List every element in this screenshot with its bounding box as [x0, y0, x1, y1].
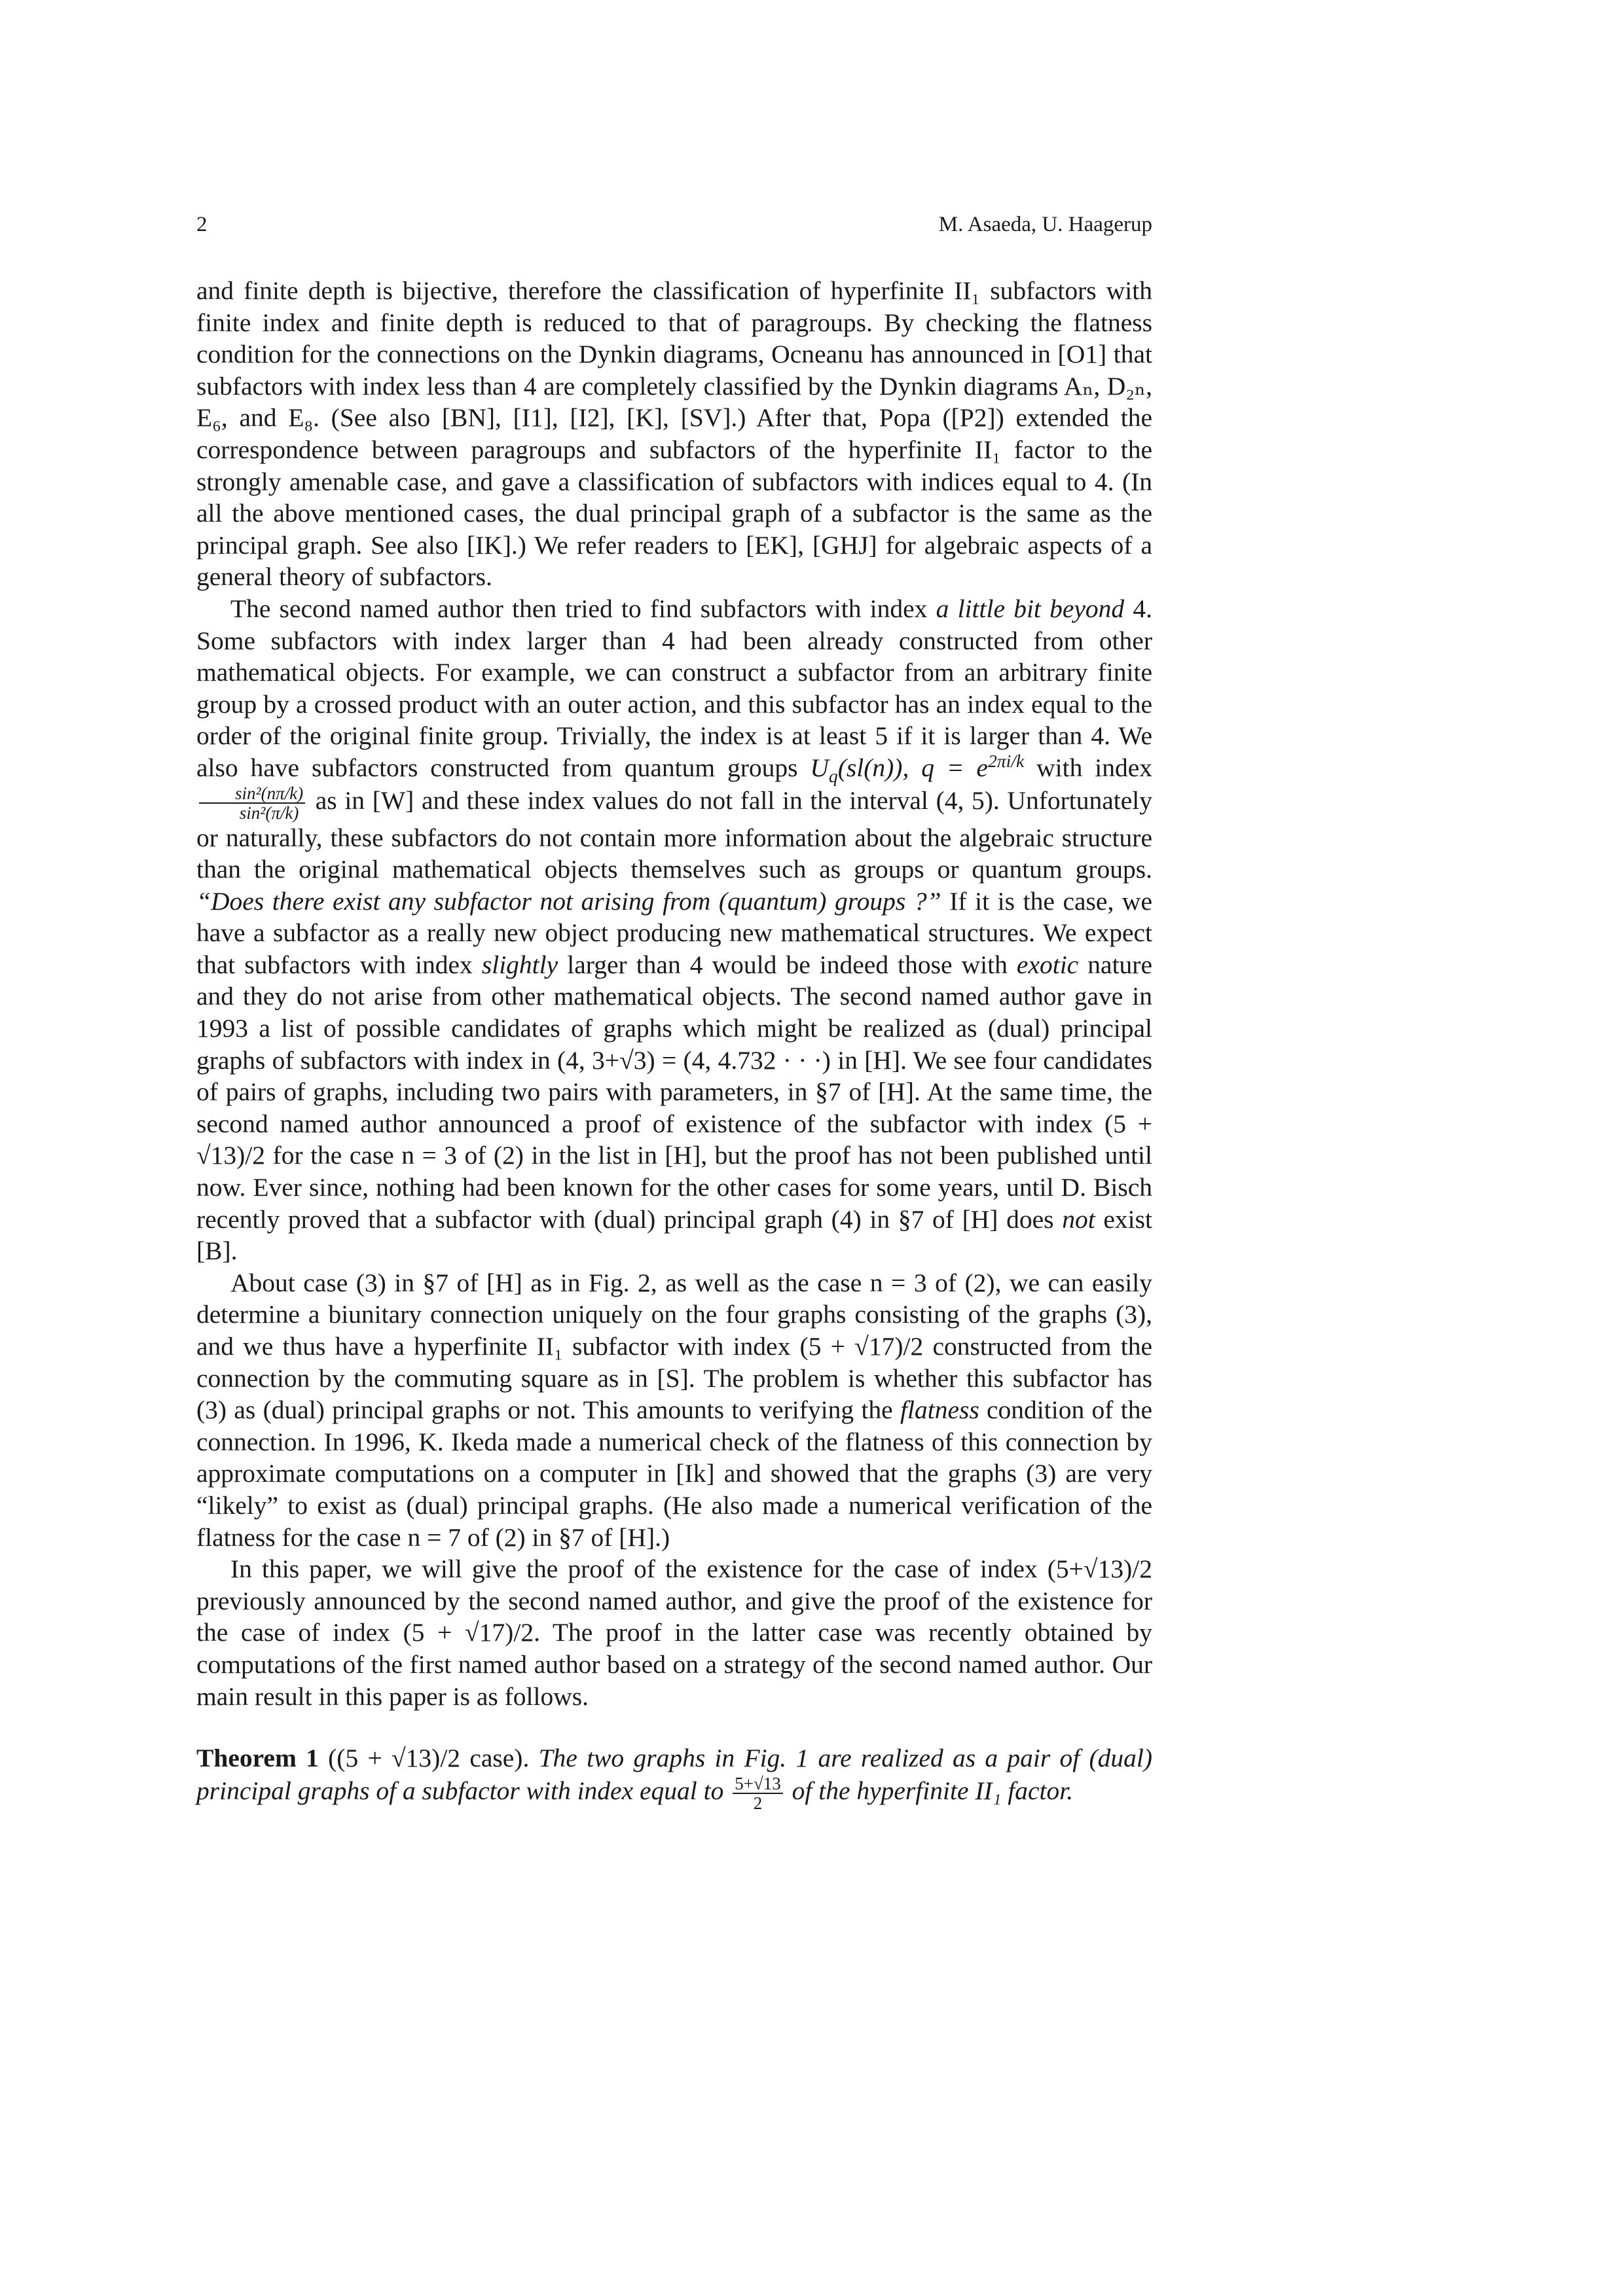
p2-question-quote: “Does there exist any subfactor not arising from (quantum) groups ?”	[196, 886, 941, 916]
running-head: M. Asaeda, U. Haagerup	[938, 213, 1152, 236]
theorem-case: ((5 + √13)/2 case).	[318, 1744, 530, 1773]
body-text	[196, 275, 1152, 1812]
index-fraction-numerator: sin²(nπ/k)	[199, 784, 305, 804]
theorem-body-b: of the hyperfinite II₁ factor.	[785, 1776, 1074, 1805]
uq-subscript: q	[828, 765, 838, 786]
uq-symbol: U	[810, 753, 829, 782]
p2-text-e: If it is the case, we have a subfactor as a really new object producing new mathematical structures. We expect that subfactors with index	[196, 886, 1152, 979]
quantum-group-formula	[810, 750, 1025, 786]
index-fraction-denominator: sin²(π/k)	[239, 802, 299, 823]
theorem-label: Theorem 1	[196, 1744, 319, 1773]
p3-emphasis-flatness: flatness	[900, 1395, 979, 1425]
paragraph-2	[196, 593, 1152, 1267]
p2-emphasis-not: not	[1062, 1204, 1095, 1234]
uq-argument: (sl(n)), q = e	[837, 753, 988, 782]
p2-text-d: as in [W] and these index values do not fall in the interval (4, 5). Unfortunately or naturally, these subfactors do not contain more information about the algebraic structure than the original mathematical objects themselves such as groups or quantum groups.	[196, 785, 1152, 884]
page-number: 2	[196, 213, 208, 236]
theorem-fraction-denominator: 2	[753, 1793, 763, 1813]
p2-text-g: nature and they do not arise from other mathematical objects. The second named author gave in 1993 a list of possible candidates of graphs which might be realized as (dual) principal graphs of subfactors with index in (4, 3+√3) = (4, 4.732 · · ·) in [H]. We see four candidates of pairs of graphs, including two pairs with parameters, in §7 of [H]. At the same time, the second named author announced a proof of existence of the subfactor with index (5 + √13)/2 for the case n = 3 of (2) in the list in [H], but the proof has not been published until now. Ever since, nothing had been known for the other cases for some years, until D. Bisch recently proved that a subfactor with (dual) principal graph (4) in §7 of [H] does	[196, 950, 1152, 1234]
paragraph-4: In this paper, we will give the proof of the existence for the case of index (5+√13)/2 previously announced by the second named author, and give the proof of the existence for the case of index (5 + √17)/2. The proof in the latter case was recently obtained by computations of the first named author based on a strategy of the second named author. Our main result in this paper is as follows.	[196, 1554, 1152, 1711]
p2-text-b: 4. Some subfactors with index larger than 4 had been already constructed from other mathematical objects. For example, we can construct a subfactor from an arbitrary finite group by a crossed product with an outer action, and this subfactor has an index equal to the order of the original finite group. Trivially, the index is at least 5 if it is larger than 4. We also have subfactors constructed from quantum groups	[196, 594, 1153, 782]
index-fraction	[199, 784, 305, 822]
p3-text-b: condition of the connection. In 1996, K. Ikeda made a numerical check of the flatness of this connection by approximate computations on a computer in [Ik] and showed that the graphs (3) are very “likely” to exist as (dual) principal graphs. (He also made a numerical verification of the flatness for the case n = 7 of (2) in §7 of [H].)	[196, 1395, 1152, 1552]
p2-emphasis-exotic: exotic	[1016, 950, 1079, 979]
p2-text-f: larger than 4 would be indeed those with	[558, 950, 1017, 979]
paragraph-1: and finite depth is bijective, therefore the classification of hyperfinite II₁ subfactors with finite index and finite depth is reduced to that of paragroups. By checking the flatness condition for the connections on the Dynkin diagrams, Ocneanu has announced in [O1] that subfactors with index less than 4 are completely classified by the Dynkin diagrams Aₙ, D₂ₙ, E₆, and E₈. (See also [BN], [I1], [I2], [K], [SV].) After that, Popa ([P2]) extended the correspondence between paragroups and subfactors of the hyperfinite II₁ factor to the strongly amenable case, and gave a classification of subfactors with indices equal to 4. (In all the above mentioned cases, the dual principal graph of a subfactor is the same as the principal graph. See also [IK].) We refer readers to [EK], [GHJ] for algebraic aspects of a general theory of subfactors.	[196, 276, 1152, 592]
uq-exponent: 2πi/k	[987, 750, 1025, 771]
p3-text-a: About case (3) in §7 of [H] as in Fig. 2, as well as the case n = 3 of (2), we can easily determine a biunitary connection uniquely on the four graphs consisting of the graphs (3), and we thus have a hyperfinite II₁ subfactor with index (5 + √17)/2 constructed from the connection by the commuting square as in [S]. The problem is whether this subfactor has (3) as (dual) principal graphs or not. This amounts to verifying the	[196, 1268, 1152, 1425]
theorem-index-fraction	[733, 1774, 783, 1812]
theorem-1	[196, 1742, 1152, 1812]
p2-emphasis-beyond: a little bit beyond	[936, 594, 1125, 623]
paragraph-3	[196, 1267, 1152, 1553]
theorem-body-a: The two graphs in Fig. 1 are realized as a pair of (dual) principal graphs of a subfactor with index equal to	[196, 1744, 1152, 1805]
theorem-fraction-numerator: 5+√13	[733, 1774, 783, 1794]
p2-text-h: exist [B].	[196, 1204, 1152, 1266]
p2-text-a: The second named author then tried to find subfactors with index	[230, 594, 936, 623]
page-header	[196, 208, 1152, 241]
p2-emphasis-slightly: slightly	[481, 950, 558, 979]
p2-text-c: with index	[1024, 753, 1152, 782]
